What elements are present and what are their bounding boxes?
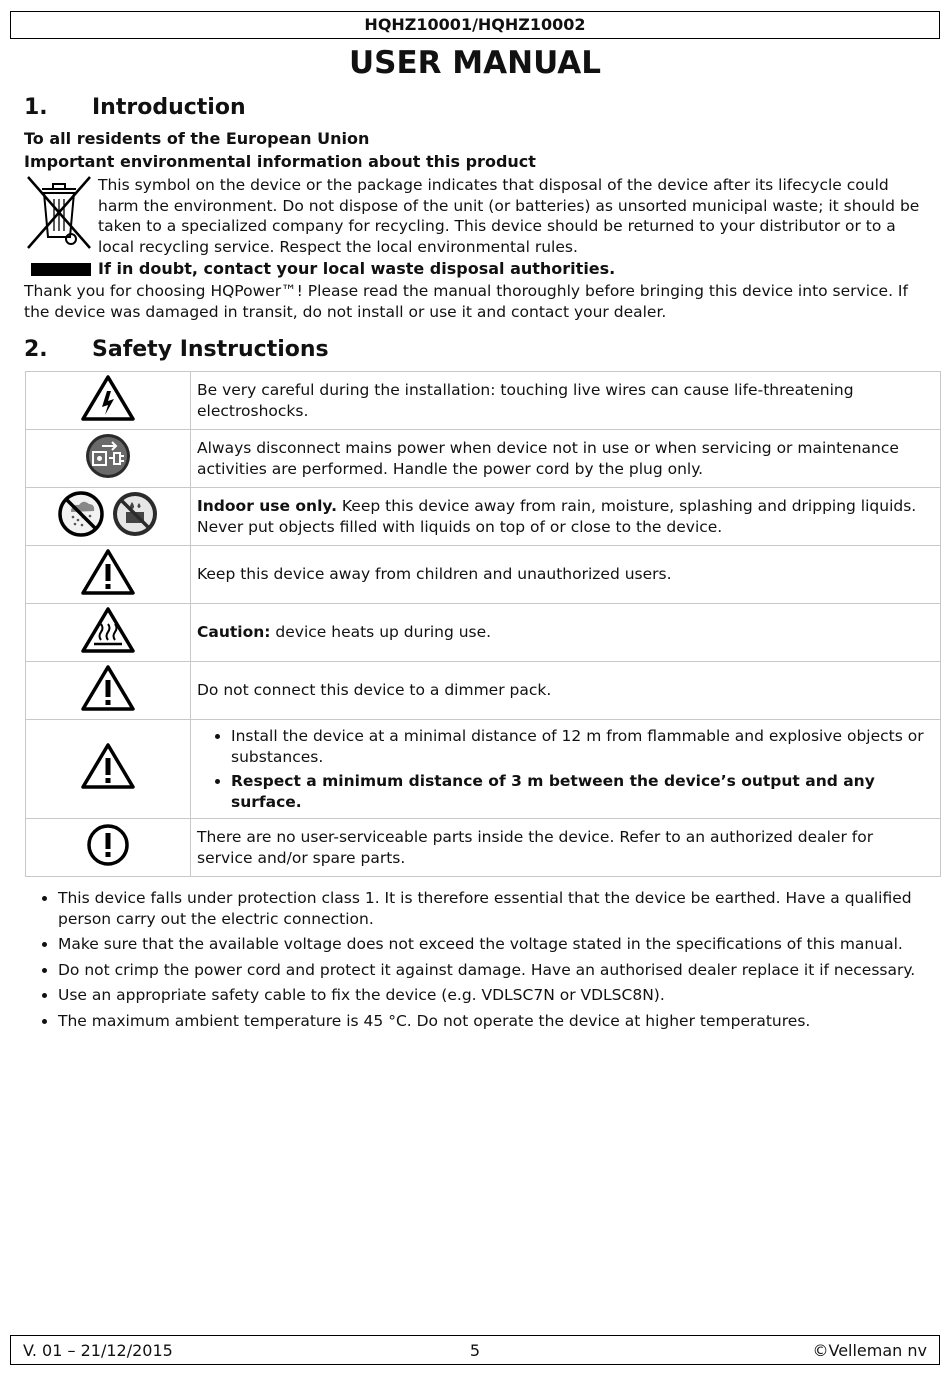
general-warning-icon — [80, 664, 136, 712]
crossed-out-bin-icon — [24, 175, 94, 250]
safety-row — [26, 430, 941, 488]
no-rain-icon — [57, 490, 105, 538]
safety-table — [25, 371, 941, 877]
instruction-text: Be very careful during the installation: touching live wires can cause life-threatening electroshocks. — [191, 372, 941, 430]
list-item: • Use an appropriate safety cable to fix the device (e.g. VDLSC7N or VDLSC8N). — [58, 985, 950, 1006]
distance-list — [197, 726, 932, 812]
icon-cell — [26, 430, 191, 488]
page-number: 5 — [469, 1341, 481, 1360]
general-safety-list — [24, 888, 950, 1037]
safety-row — [26, 546, 941, 604]
icon-cell — [26, 488, 191, 546]
list-item: • This device falls under protection class 1. It is therefore essential that the device be earthed. Have a qualified person carry out the electric connection. — [58, 888, 950, 929]
list-item: • Respect a minimum distance of 3 m between the device’s output and any surface. — [231, 771, 932, 812]
page-footer — [10, 1335, 940, 1365]
icon-cell — [26, 720, 191, 819]
exclamation-circle-icon — [86, 823, 130, 867]
no-water-icon — [111, 490, 159, 538]
safety-row — [26, 604, 941, 662]
instruction-text — [191, 720, 941, 819]
instruction-text: Do not connect this device to a dimmer pack. — [191, 662, 941, 720]
residents-heading: To all residents of the European Union — [24, 129, 370, 148]
safety-row — [26, 488, 941, 546]
instruction-text — [191, 604, 941, 662]
thank-you-paragraph: Thank you for choosing HQPower™! Please read the manual thoroughly before bringing this device into service. If the device was damaged in transit, do not install or use it and contact your dealer. — [24, 282, 908, 321]
icon-cell — [26, 372, 191, 430]
section-title: Safety Instructions — [92, 337, 329, 362]
section-title: Introduction — [92, 95, 246, 120]
instruction-text: Keep this device away from children and unauthorized users. — [191, 546, 941, 604]
instruction-text — [191, 488, 941, 546]
safety-row — [26, 819, 941, 877]
general-warning-icon — [80, 742, 136, 790]
caution-label: Caution: — [197, 623, 271, 642]
environmental-heading: Important environmental information about this product — [24, 152, 536, 171]
general-warning-icon — [80, 548, 136, 596]
model-header: HQHZ10001/HQHZ10002 — [10, 11, 940, 39]
safety-row — [26, 662, 941, 720]
section-number: 2. — [24, 337, 48, 362]
list-item: • Do not crimp the power cord and protect it against damage. Have an authorised dealer replace it if necessary. — [58, 960, 950, 981]
list-item: • Install the device at a minimal distance of 12 m from flammable and explosive objects or substances. — [231, 726, 932, 767]
list-item: • Make sure that the available voltage does not exceed the voltage stated in the specifications of this manual. — [58, 934, 950, 955]
disposal-authorities-note: If in doubt, contact your local waste disposal authorities. — [98, 259, 616, 278]
weee-explanation: This symbol on the device or the package indicates that disposal of the device after its lifecycle could harm the environment. Do not dispose of the unit (or batteries) as unsorted municipal waste; it should be taken to a specialized company for recycling. This device should be returned to your distributor or to a local recycling service. Respect the local environmental rules. — [98, 176, 920, 256]
copyright: ©Velleman nv — [812, 1341, 927, 1360]
section-number: 1. — [24, 95, 48, 120]
icon-cell — [26, 662, 191, 720]
icon-cell — [26, 819, 191, 877]
black-bar-mark — [31, 263, 91, 276]
document-title: USER MANUAL — [348, 45, 602, 81]
caution-text: device heats up during use. — [270, 623, 492, 642]
icon-cell — [26, 604, 191, 662]
section-heading-safety — [24, 335, 329, 365]
electric-shock-warning-icon — [80, 374, 136, 422]
version-date: V. 01 – 21/12/2015 — [23, 1341, 173, 1360]
safety-row — [26, 720, 941, 819]
section-heading-introduction — [24, 93, 246, 123]
disconnect-plug-icon — [84, 432, 132, 480]
hot-surface-icon — [80, 606, 136, 654]
instruction-text: There are no user-serviceable parts inside the device. Refer to an authorized dealer for service and/or spare parts. — [191, 819, 941, 877]
safety-row — [26, 372, 941, 430]
icon-cell — [26, 546, 191, 604]
list-item: • The maximum ambient temperature is 45 °C. Do not operate the device at higher temperatures. — [58, 1011, 950, 1032]
indoor-use-label: Indoor use only. — [197, 497, 337, 515]
indoor-use-text: Keep this device away from rain, moisture, splashing and dripping liquids. Never put objects filled with liquids on top of or close to the device. — [197, 497, 917, 536]
instruction-text: Always disconnect mains power when device not in use or when servicing or maintenance activities are performed. Handle the power cord by the plug only. — [191, 430, 941, 488]
